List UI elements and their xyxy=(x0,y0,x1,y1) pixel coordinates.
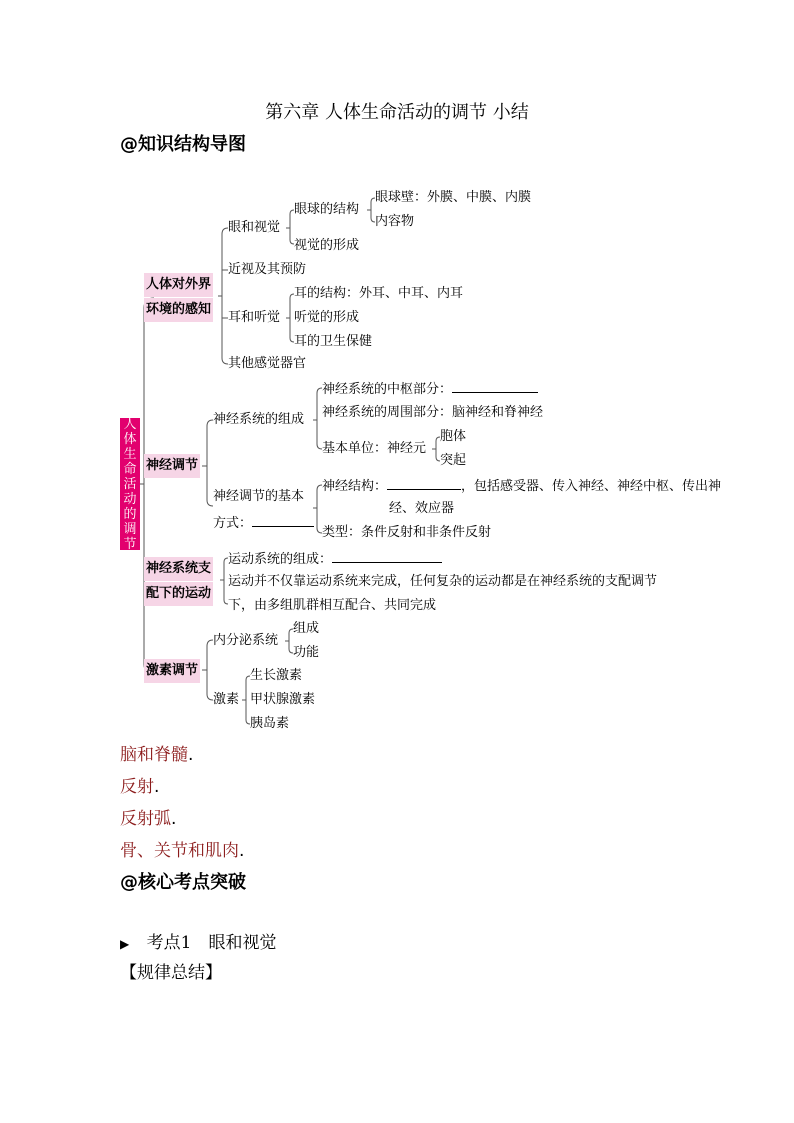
node-central-part: 神经系统的中枢部分： xyxy=(322,380,538,398)
node-eye-vision: 眼和视觉 xyxy=(228,220,281,235)
fill-blank-central xyxy=(452,380,538,393)
node-insulin: 胰岛素 xyxy=(250,716,290,731)
node-regulation-mode-line2: 方式： xyxy=(213,514,314,532)
answer-line: 反射. xyxy=(120,777,160,797)
rule-summary-heading: 【规律总结】 xyxy=(120,963,222,983)
node-neural-structure-cont: 经、效应器 xyxy=(389,501,455,516)
branch-label-hormone-regulation: 激素调节 xyxy=(144,659,200,683)
branch-label-motion-line1: 神经系统支 xyxy=(144,557,213,581)
node-nervous-composition: 神经系统的组成 xyxy=(213,412,305,427)
node-ear-hearing: 耳和听觉 xyxy=(228,310,281,325)
node-ear-structure: 耳的结构：外耳、中耳、内耳 xyxy=(294,286,464,301)
answer-line: 骨、关节和肌肉. xyxy=(120,841,245,861)
branch-label-nervous-regulation: 神经调节 xyxy=(144,454,200,478)
node-peripheral-part: 神经系统的周围部分：脑神经和脊神经 xyxy=(322,405,544,420)
branch-label-perception-line1: 人体对外界 xyxy=(144,273,213,297)
page-title: 第六章 人体生命活动的调节 小结 xyxy=(265,102,529,123)
node-endocrine-composition: 组成 xyxy=(293,621,320,636)
node-hearing-formation: 听觉的形成 xyxy=(294,310,360,325)
node-reflex-types: 类型：条件反射和非条件反射 xyxy=(322,525,492,540)
node-hormones: 激素 xyxy=(213,692,240,707)
fill-blank-mode xyxy=(252,514,314,527)
exam-point-heading: ▶ 考点1 眼和视觉 xyxy=(120,933,277,953)
node-endocrine-system: 内分泌系统 xyxy=(213,633,279,648)
section-heading-core-points: @核心考点突破 xyxy=(120,872,246,893)
node-regulation-mode-line1: 神经调节的基本 xyxy=(213,489,305,504)
triangle-bullet-icon: ▶ xyxy=(120,937,130,951)
node-growth-hormone: 生长激素 xyxy=(250,668,303,683)
answer-line: 脑和脊髓. xyxy=(120,745,194,765)
node-other-sense-organs: 其他感觉器官 xyxy=(228,356,307,371)
node-thyroid-hormone: 甲状腺激素 xyxy=(250,692,316,707)
node-vision-formation: 视觉的形成 xyxy=(294,238,360,253)
branch-label-perception-line2: 环境的感知 xyxy=(144,298,213,322)
node-basic-unit-neuron: 基本单位：神经元 xyxy=(322,441,427,456)
node-motion-system-composition: 运动系统的组成： xyxy=(228,550,442,568)
node-motion-text-line2: 下，由多组肌群相互配合、共同完成 xyxy=(228,598,437,613)
node-ear-hygiene: 耳的卫生保健 xyxy=(294,334,373,349)
node-eyeball-structure: 眼球的结构 xyxy=(294,202,360,217)
branch-label-motion-line2: 配下的运动 xyxy=(144,582,213,606)
node-motion-text-line1: 运动并不仅靠运动系统来完成，任何复杂的运动都是在神经系统的支配调节 xyxy=(228,574,658,589)
answer-line: 反射弧. xyxy=(120,809,177,829)
section-heading-structure-map: @知识结构导图 xyxy=(120,134,246,155)
fill-blank-motion xyxy=(332,550,442,563)
node-eyeball-wall: 眼球壁：外膜、中膜、内膜 xyxy=(375,190,532,205)
node-cell-body: 胞体 xyxy=(440,429,467,444)
node-eyeball-content: 内容物 xyxy=(375,214,415,229)
node-endocrine-function: 功能 xyxy=(293,645,320,660)
fill-blank-structure xyxy=(387,477,461,490)
node-myopia: 近视及其预防 xyxy=(228,262,307,277)
node-neural-structure: 神经结构： ，包括感受器、传入神经、神经中枢、传出神 xyxy=(322,479,722,494)
root-node-human-regulation: 人 体 生 命 活 动 的 调 节 xyxy=(120,418,140,550)
node-neuron-process: 突起 xyxy=(440,453,467,468)
